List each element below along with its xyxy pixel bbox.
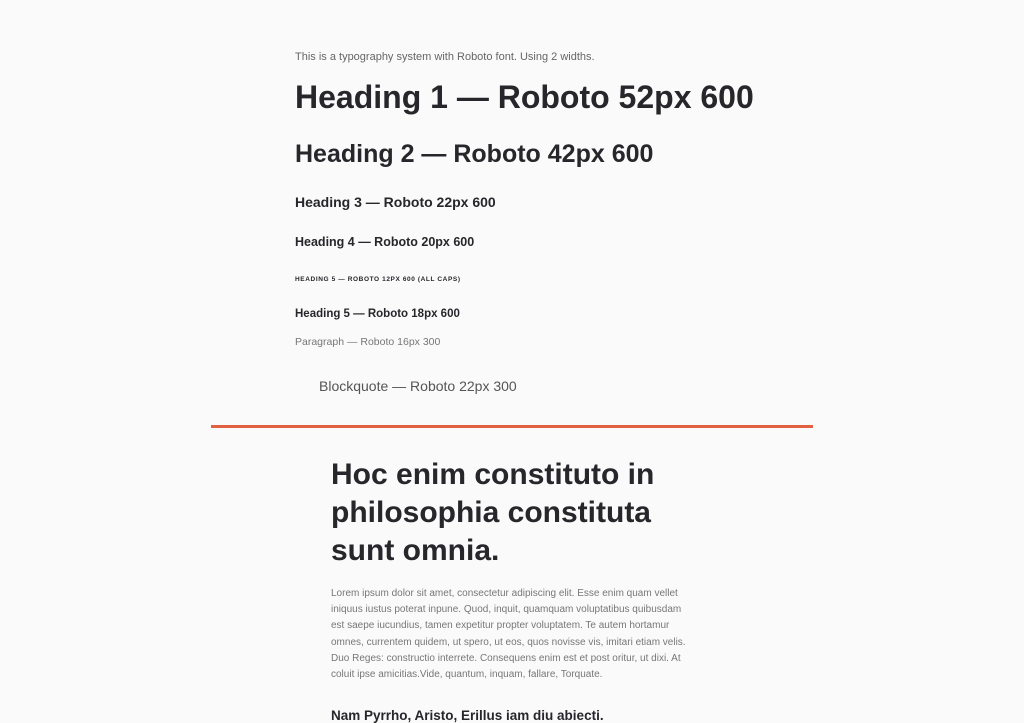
- heading-2-sample: Heading 2 — Roboto 42px 600: [295, 140, 654, 168]
- article-body: Lorem ipsum dolor sit amet, consectetur adipiscing elit. Esse enim quam vellet iniquus iustus poterat inpune. Quod, inquit, quamquam voluptatibus quibusdam est saepe iucundius, tamen expetitur propter voluptatem. Te autem hortamur omnes, currentem quidem, ut spero, ut eos, quos novisse vis, imitari etiam velis. Duo Reges: constructio interrete. Consequens enim est et post oritur, ut dixi. At coluit ipse amicitias.Vide, quantum, inquam, fallare, Torquate.: [331, 588, 686, 681]
- paragraph-sample: Paragraph — Roboto 16px 300: [295, 336, 441, 348]
- heading-5-caps-sample: HEADING 5 — ROBOTO 12PX 600 (ALL CAPS): [295, 276, 461, 283]
- article-title: Hoc enim constituto in philosophia constituta sunt omnia.: [331, 458, 655, 567]
- intro-text: This is a typography system with Roboto font. Using 2 widths.: [295, 51, 595, 63]
- heading-4-sample: Heading 4 — Roboto 20px 600: [295, 235, 475, 249]
- article-sample: [331, 456, 691, 723]
- heading-1-sample: Heading 1 — Roboto 52px 600: [295, 79, 754, 115]
- article-subheading: Nam Pyrrho, Aristo, Erillus iam diu abiecti.: [331, 708, 604, 723]
- heading-3-sample: Heading 3 — Roboto 22px 600: [295, 194, 496, 210]
- heading-5-sample: Heading 5 — Roboto 18px 600: [295, 308, 460, 320]
- blockquote-sample: Blockquote — Roboto 22px 300: [319, 378, 517, 394]
- accent-divider: [211, 425, 813, 428]
